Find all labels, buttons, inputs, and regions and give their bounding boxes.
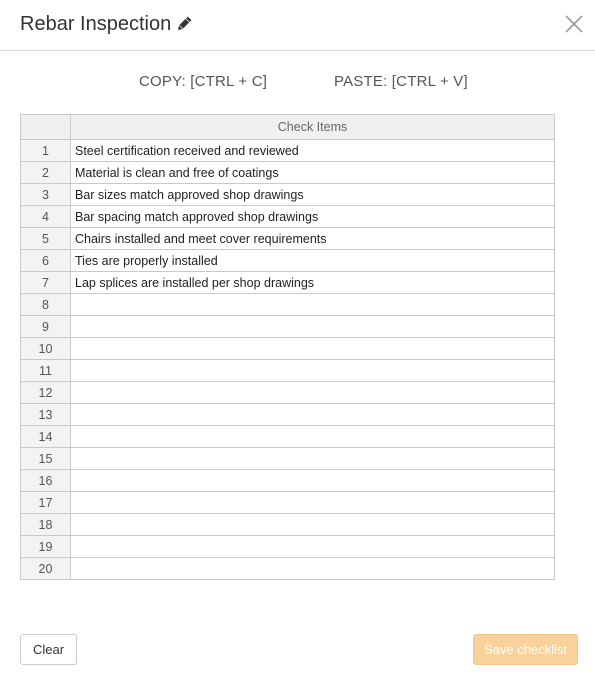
- table-row: [21, 536, 555, 558]
- row-number[interactable]: 15: [21, 448, 71, 470]
- dialog-title: Rebar Inspection: [20, 13, 172, 35]
- table-row: [21, 470, 555, 492]
- table-row: [21, 162, 555, 184]
- table-row: [21, 294, 555, 316]
- table-row: [21, 250, 555, 272]
- table-row: [21, 382, 555, 404]
- row-number[interactable]: 1: [21, 140, 71, 162]
- save-checklist-button[interactable]: Save checklist: [473, 634, 578, 665]
- row-number[interactable]: 14: [21, 426, 71, 448]
- row-number[interactable]: 4: [21, 206, 71, 228]
- row-number[interactable]: 12: [21, 382, 71, 404]
- paste-hint: PASTE: [CTRL + V]: [334, 73, 468, 90]
- table-row: [21, 228, 555, 250]
- check-item-cell[interactable]: [71, 514, 555, 536]
- table-row: [21, 140, 555, 162]
- checklist-grid: [20, 114, 555, 580]
- row-number[interactable]: 17: [21, 492, 71, 514]
- row-number[interactable]: 7: [21, 272, 71, 294]
- row-number[interactable]: 9: [21, 316, 71, 338]
- row-number[interactable]: 3: [21, 184, 71, 206]
- table-row: [21, 514, 555, 536]
- grid-body: [21, 140, 555, 580]
- check-item-cell[interactable]: Chairs installed and meet cover requirements: [71, 228, 555, 250]
- row-number[interactable]: 11: [21, 360, 71, 382]
- check-item-cell[interactable]: [71, 382, 555, 404]
- check-item-cell[interactable]: [71, 360, 555, 382]
- keyboard-hints: [0, 73, 595, 93]
- table-row: [21, 272, 555, 294]
- check-item-cell[interactable]: Steel certification received and reviewed: [71, 140, 555, 162]
- table-row: [21, 316, 555, 338]
- table-row: [21, 360, 555, 382]
- row-number[interactable]: 6: [21, 250, 71, 272]
- check-item-cell[interactable]: [71, 316, 555, 338]
- check-item-cell[interactable]: Bar sizes match approved shop drawings: [71, 184, 555, 206]
- close-icon[interactable]: [565, 15, 583, 33]
- copy-hint: COPY: [CTRL + C]: [139, 73, 268, 90]
- check-item-cell[interactable]: [71, 294, 555, 316]
- row-number[interactable]: 19: [21, 536, 71, 558]
- table-row: [21, 404, 555, 426]
- check-item-cell[interactable]: [71, 404, 555, 426]
- check-item-cell[interactable]: [71, 558, 555, 580]
- check-item-cell[interactable]: [71, 536, 555, 558]
- row-number[interactable]: 16: [21, 470, 71, 492]
- row-number[interactable]: 8: [21, 294, 71, 316]
- title-wrap: [20, 12, 193, 36]
- clear-button[interactable]: Clear: [20, 634, 77, 665]
- table-row: [21, 558, 555, 580]
- row-number[interactable]: 10: [21, 338, 71, 360]
- table-row: [21, 426, 555, 448]
- table-row: [21, 184, 555, 206]
- table-row: [21, 206, 555, 228]
- grid-corner-cell: [21, 115, 71, 140]
- dialog-header: [0, 0, 595, 51]
- table-row: [21, 448, 555, 470]
- pencil-icon[interactable]: [175, 15, 193, 33]
- check-item-cell[interactable]: Bar spacing match approved shop drawings: [71, 206, 555, 228]
- row-number[interactable]: 13: [21, 404, 71, 426]
- column-header-check-items[interactable]: Check Items: [71, 115, 555, 140]
- check-item-cell[interactable]: [71, 492, 555, 514]
- check-item-cell[interactable]: Lap splices are installed per shop drawings: [71, 272, 555, 294]
- row-number[interactable]: 20: [21, 558, 71, 580]
- check-item-cell[interactable]: [71, 448, 555, 470]
- check-item-cell[interactable]: Ties are properly installed: [71, 250, 555, 272]
- table-row: [21, 338, 555, 360]
- grid-header-row: [21, 115, 555, 140]
- check-item-cell[interactable]: [71, 338, 555, 360]
- row-number[interactable]: 2: [21, 162, 71, 184]
- row-number[interactable]: 18: [21, 514, 71, 536]
- table-row: [21, 492, 555, 514]
- check-item-cell[interactable]: Material is clean and free of coatings: [71, 162, 555, 184]
- check-item-cell[interactable]: [71, 426, 555, 448]
- row-number[interactable]: 5: [21, 228, 71, 250]
- check-item-cell[interactable]: [71, 470, 555, 492]
